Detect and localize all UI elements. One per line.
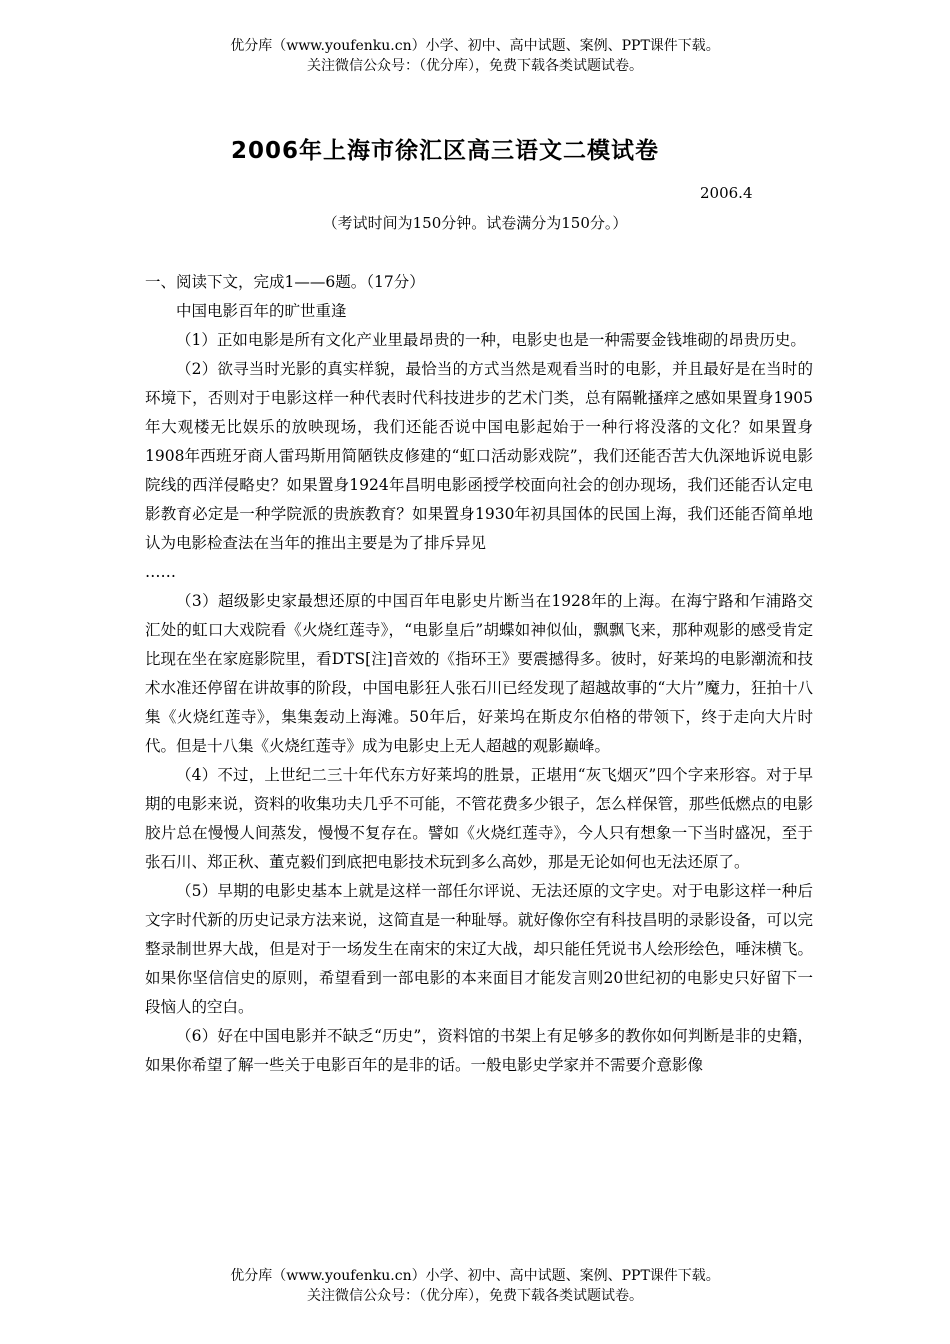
paragraph-5: （5）早期的电影史基本上就是这样一部任尔评说、无法还原的文字史。对于电影这样一种后文字时代新的历史记录方法来说，这简直是一种耻辱。就好像你空有科技昌明的录影设备，可以完整录制世界大战，但是对于一场发生在南宋的宋辽大战，却只能任凭说书人绘形绘色，唾沫横飞。如果你坚信信史的原则，希望看到一部电影的本来面目才能发言则20世纪初的电影史只好留下一段恼人的空白。 [145, 882, 813, 1016]
reading-section [145, 268, 813, 1080]
paragraph-2: （2）欲寻当时光影的真实样貌，最恰当的方式当然是观看当时的电影，并且最好是在当时的环境下，否则对于电影这样一种代表时代科技进步的艺术门类，总有隔靴搔痒之感如果置身1905年大观楼无比娱乐的放映现场，我们还能否说中国电影起始于一种行将没落的文化？如果置身1908年西班牙商人雷玛斯用简陋铁皮修建的“虹口活动影戏院”，我们还能否苦大仇深地诉说电影院线的西洋侵略史？如果置身1924年昌明电影函授学校面向社会的创办现场，我们还能否认定电影教育必定是一种学院派的贵族教育？如果置身1930年初具国体的民国上海，我们还能否简单地认为电影检查法在当年的推出主要是为了排斥异见 [145, 360, 813, 552]
paragraph-3: （3）超级影史家最想还原的中国百年电影史片断当在1928年的上海。在海宁路和乍浦路交汇处的虹口大戏院看《火烧红莲寺》，“电影皇后”胡蝶如神似仙，飘飘飞来，那种观影的感受肯定比现在坐在家庭影院里，看DTS[注]音效的《指环王》要震撼得多。彼时，好莱坞的电影潮流和技术水准还停留在讲故事的阶段，中国电影狂人张石川已经发现了超越故事的“大片”魔力，狂拍十八集《火烧红莲寺》，集集轰动上海滩。50年后，好莱坞在斯皮尔伯格的带领下，终于走向大片时代。但是十八集《火烧红莲寺》成为电影史上无人超越的观影巅峰。 [145, 592, 813, 755]
article-title: 中国电影百年的旷世重逢 [176, 302, 347, 320]
footer-line-1: 优分库（www.youfenku.cn）小学、初中、高中试题、案例、PPT课件下载。 [230, 1268, 720, 1284]
header-line-2: 关注微信公众号：（优分库），免费下载各类试题试卷。 [307, 58, 643, 74]
page-footer [0, 1266, 950, 1306]
paragraph-4: （4）不过，上世纪二三十年代东方好莱坞的胜景，正堪用“灰飞烟灭”四个字来形容。对于早期的电影来说，资料的收集功夫几乎不可能，不管花费多少银子，怎么样保管，那些低燃点的电影胶片总在慢慢人间蒸发，慢慢不复存在。譬如《火烧红莲寺》，今人只有想象一下当时盛况，至于张石川、郑正秋、董克毅们到底把电影技术玩到多么高妙，那是无论如何也无法还原了。 [145, 766, 813, 871]
exam-info: （考试时间为150分钟。试卷满分为150分。） [322, 214, 628, 232]
page-header [0, 36, 950, 76]
document-title: 2006年上海市徐汇区高三语文二模试卷 [230, 138, 659, 164]
paragraph-2-ellipsis: …… [145, 563, 176, 581]
paragraph-6: （6）好在中国电影并不缺乏“历史”，资料馆的书架上有足够多的教你如何判断是非的史籍，如果你希望了解一些关于电影百年的是非的话。一般电影史学家并不需要介意影像 [145, 1027, 813, 1074]
header-line-1: 优分库（www.youfenku.cn）小学、初中、高中试题、案例、PPT课件下载。 [230, 38, 720, 54]
exam-date: 2006.4 [700, 184, 753, 202]
paragraph-1: （1）正如电影是所有文化产业里最昂贵的一种，电影史也是一种需要金钱堆砌的昂贵历史。 [176, 331, 806, 349]
section-heading: 一、阅读下文，完成1——6题。（17分） [145, 273, 425, 291]
footer-line-2: 关注微信公众号：（优分库），免费下载各类试题试卷。 [307, 1288, 643, 1304]
